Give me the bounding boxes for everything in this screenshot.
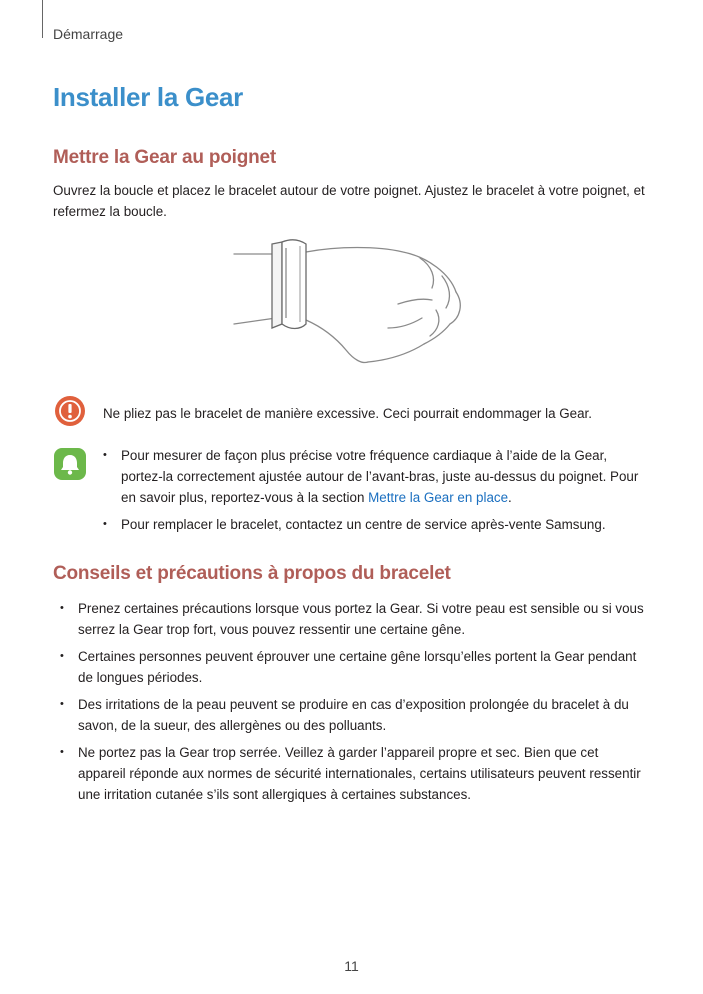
bullet: •	[103, 449, 107, 461]
tips-item-text: Prenez certaines précautions lorsque vous portez la Gear. Si votre peau est sensible ou si vous serrez la Gear trop fort, vous pouvez ressentir une certaine gêne.	[78, 601, 644, 637]
tips-item-text: Ne portez pas la Gear trop serrée. Veillez à garder l’appareil propre et sec. Bien que cet appareil réponde aux normes de sécurité internationales, certains utilisateurs peuvent ressentir une irritation cutanée s’ils sont allergiques à certaines substances.	[78, 745, 641, 802]
tips-list	[60, 598, 648, 811]
note-item-text: Pour mesurer de façon plus précise votre fréquence cardiaque à l’aide de la Gear, portez-la correctement ajustée autour de l’avant-bras, juste au-dessus du poignet. Pour en savoir plus, reportez-vous à la section	[121, 448, 639, 505]
bullet: •	[60, 698, 64, 710]
bullet: •	[60, 602, 64, 614]
tips-item	[60, 742, 648, 805]
bullet: •	[60, 650, 64, 662]
section-title-tips: Conseils et précautions à propos du bracelet	[53, 563, 451, 584]
tips-item-text: Certaines personnes peuvent éprouver une certaine gêne lorsqu’elles portent la Gear pendant de longues périodes.	[78, 649, 637, 685]
page-number: 11	[344, 958, 359, 974]
tips-item	[60, 646, 648, 688]
page-title: Installer la Gear	[53, 82, 244, 112]
note-item-text: Pour remplacer le bracelet, contactez un centre de service après-vente Samsung.	[121, 517, 606, 532]
note-item-suffix: .	[508, 490, 512, 505]
note-bell-icon	[53, 447, 87, 481]
tips-item	[60, 694, 648, 736]
bullet: •	[103, 518, 107, 530]
tips-item-text: Des irritations de la peau peuvent se produire en cas d’exposition prolongée du bracelet à du savon, de la sueur, des allergènes ou des polluants.	[78, 697, 629, 733]
note-list	[103, 445, 651, 541]
section-title-wear: Mettre la Gear au poignet	[53, 147, 277, 168]
caution-icon	[53, 394, 87, 428]
note-item	[103, 514, 651, 535]
wrist-band-illustration	[228, 232, 478, 382]
section-intro-text: Ouvrez la boucle et placez le bracelet autour de votre poignet. Ajustez le bracelet à votre poignet, et refermez la boucle.	[53, 183, 645, 219]
header-rule	[42, 0, 43, 38]
header-section-label: Démarrage	[53, 26, 124, 42]
tips-item	[60, 598, 648, 640]
bullet: •	[60, 746, 64, 758]
cross-reference-link[interactable]: Mettre la Gear en place	[368, 490, 509, 505]
note-item	[103, 445, 651, 508]
caution-text: Ne pliez pas le bracelet de manière excessive. Ceci pourrait endommager la Gear.	[103, 406, 592, 421]
